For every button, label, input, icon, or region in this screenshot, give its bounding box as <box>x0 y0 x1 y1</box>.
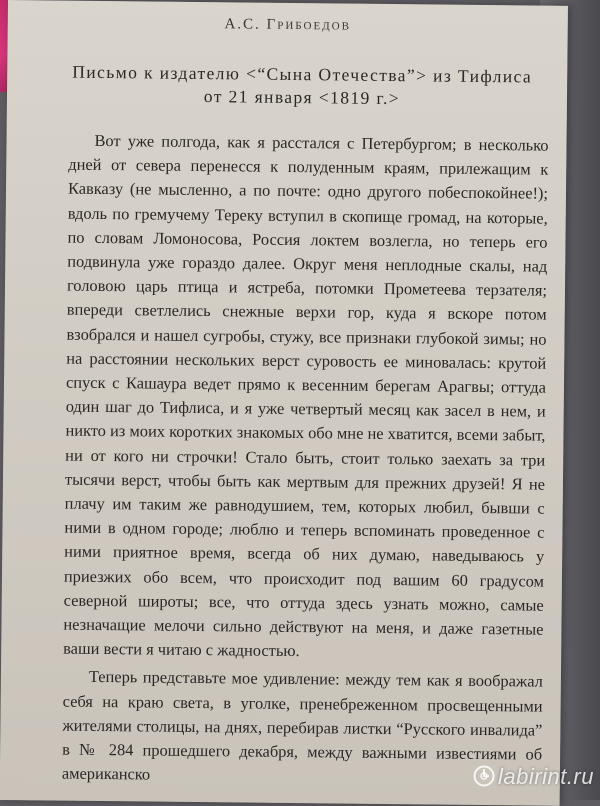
letter-title: Письмо к издателю <“Сына Отечества”> из Тифлиса от 21 января <1819 г.> <box>72 61 533 109</box>
watermark <box>473 764 594 790</box>
paragraph-2: Теперь представьте мое удивление: между тем как я воображал себя на краю света, в уголке, пренебреженном просвещенными жителями столицы, на днях, перебирав листки “Русского инвалида” в № 284 прошедшего декабря, между важными известиями об американско <box>61 667 543 784</box>
watermark-text: labirint.ru <box>498 764 594 789</box>
paragraph-1: Вот уже полгода, как я расстался с Петербургом; в несколько дней от севера перенесся к полуденным краям, прилежащим к Кавказу (не мысленно, а по почте: одно другого побеспокойнее!); вдоль по гремучему Тереку вступил в скопище громад, на которые, по словам Ломоносова, Россия локтем возлегла, но теперь его подвинула уже гораздо далее. Округ меня неплодные скалы, над головою царь птица и ястреба, потомки Прометеева терзателя; впереди светлелись снежные верхи гор, куда я вскоре потом взобрался и нашел сугробы, стужу, все признаки глубокой зимы; но на расстоянии нескольких верст суровость ее миновалась: крутой спуск с Кашаура ведет прямо к весенним берегам Арагвы; оттуда один шаг до Тифлиса, и я уже четвертый месяц как засел в нем, и никто из моих коротких знакомых обо мне не хватится, всеми забыт, ни от кого ни строчки! Стало быть, стоит только заехать за три тысячи верст, чтобы быть как мертвым для прежних друзей! Я не плачу им таким же равнодушием, тем, которых любил, бывши с ними в одном городе; люблю и теперь вспоминать проведенное с ними приятное время, всегда об них думаю, наведываюсь у приезжих обо всем, что происходит под вашим 60 градусом северной широты; все, что оттуда здесь узнать можно, самые незначащие мелочи сильно действуют на меня, и даже газетные ваши вести я читаю с жадностью. <box>63 130 549 661</box>
running-head: А.С. Грибоедов <box>224 16 352 34</box>
letter-body <box>62 129 549 791</box>
labirint-logo-icon <box>473 765 495 787</box>
